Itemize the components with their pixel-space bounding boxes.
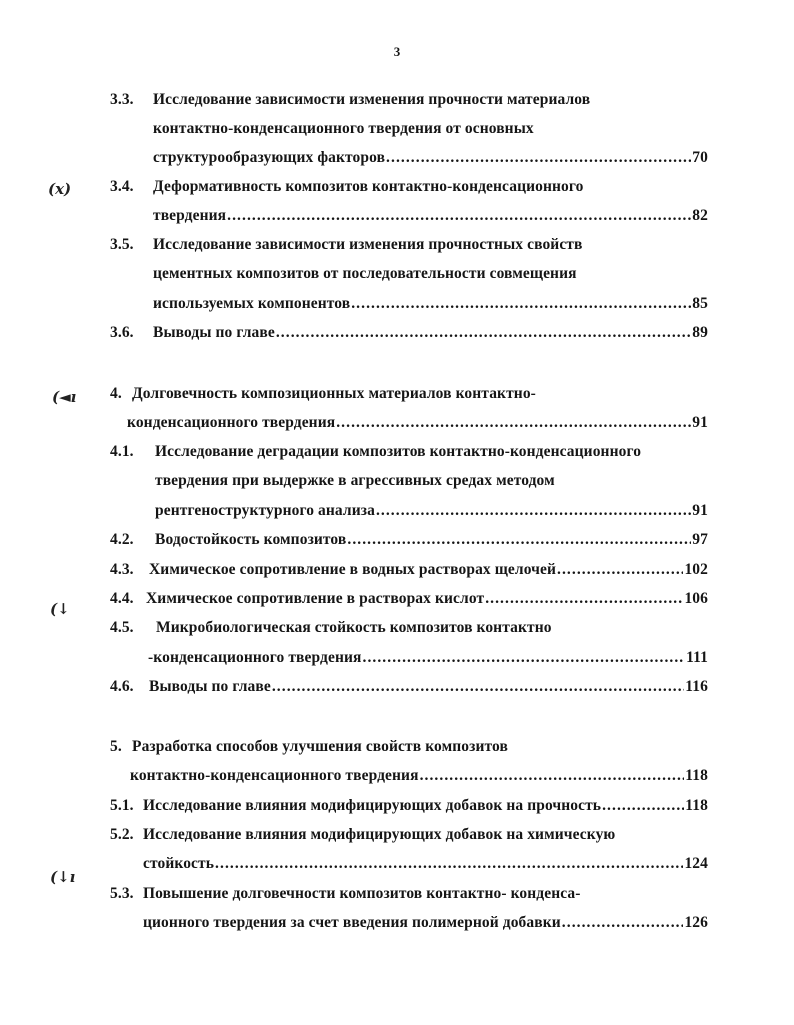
toc-title: Долговечность композиционных материалов контактно- bbox=[132, 385, 536, 402]
toc-dotted-line bbox=[148, 648, 708, 668]
dot-leader bbox=[336, 413, 691, 433]
toc-entry-3-3 bbox=[110, 90, 590, 110]
toc-title: Исследование зависимости изменения прочностных свойств bbox=[153, 236, 583, 253]
toc-dotted-line bbox=[143, 913, 708, 933]
dot-leader bbox=[272, 677, 684, 697]
dot-leader bbox=[602, 796, 684, 816]
toc-entry-3-6 bbox=[110, 323, 708, 343]
toc-number: 4.5. bbox=[110, 619, 134, 636]
toc-dotted-line bbox=[153, 206, 708, 226]
toc-number: 4.4. bbox=[110, 590, 134, 607]
toc-entry-5-1 bbox=[110, 796, 708, 816]
toc-number: 5. bbox=[110, 738, 122, 755]
toc-number: 3.5. bbox=[110, 236, 134, 253]
margin-mark: (◄ı bbox=[52, 388, 77, 406]
toc-title-continuation: конденсационного твердения bbox=[127, 414, 336, 431]
toc-page: 118 bbox=[685, 797, 708, 814]
dot-leader bbox=[562, 913, 684, 933]
toc-entry-5-3 bbox=[110, 884, 581, 904]
dot-leader bbox=[215, 854, 683, 874]
margin-mark: (↓ bbox=[50, 600, 70, 618]
toc-number: 3.4. bbox=[110, 178, 134, 195]
toc-title: Химическое сопротивление в водных растворах щелочей bbox=[149, 561, 557, 578]
toc-title: Деформативность композитов контактно-конденсационного bbox=[153, 178, 584, 195]
toc-title: Исследование влияния модифицирующих добавок на химическую bbox=[143, 826, 616, 843]
toc-page: 91 bbox=[692, 414, 708, 431]
toc-title-continuation: -конденсационного твердения bbox=[148, 649, 362, 666]
toc-page: 70 bbox=[692, 149, 708, 166]
toc-title-continuation: цементных композитов от последовательности совмещения bbox=[153, 265, 577, 282]
toc-entry-3-5 bbox=[110, 235, 583, 255]
toc-number: 4.1. bbox=[110, 443, 134, 460]
toc-title-continuation: рентгеноструктурного анализа bbox=[155, 502, 375, 519]
dot-leader bbox=[276, 323, 691, 343]
toc-chapter-5 bbox=[110, 737, 508, 757]
toc-entry-3-4 bbox=[110, 177, 584, 197]
toc-title-continuation: стойкость bbox=[143, 855, 215, 872]
toc-title: Исследование деградации композитов контактно-конденсационного bbox=[155, 443, 642, 460]
toc-chapter-4 bbox=[110, 384, 536, 404]
toc-page: 89 bbox=[692, 324, 708, 341]
toc-number: 5.1. bbox=[110, 797, 134, 814]
dot-leader bbox=[227, 206, 691, 226]
toc-number: 4. bbox=[110, 385, 122, 402]
toc-title-continuation: ционного твердения за счет введения полимерной добавки bbox=[143, 914, 561, 931]
toc-title: Исследование зависимости изменения прочности материалов bbox=[153, 91, 591, 108]
toc-entry-4-5 bbox=[110, 618, 552, 638]
toc-page: 116 bbox=[685, 678, 708, 695]
toc-title-continuation: структурообразующих факторов bbox=[153, 149, 386, 166]
dot-leader bbox=[351, 294, 691, 314]
toc-title: Выводы по главе bbox=[149, 678, 271, 695]
toc-number: 3.3. bbox=[110, 91, 134, 108]
toc-dotted-line bbox=[155, 501, 708, 521]
toc-title: Повышение долговечности композитов контактно- конденса- bbox=[143, 885, 581, 902]
toc-dotted-line bbox=[153, 294, 708, 314]
toc-entry-5-2 bbox=[110, 825, 615, 845]
toc-title: Микробиологическая стойкость композитов контактно bbox=[156, 619, 552, 636]
toc-title: Разработка способов улучшения свойств композитов bbox=[132, 738, 508, 755]
toc-title-continuation: контактно-конденсационного твердения bbox=[130, 767, 419, 784]
toc-dotted-line bbox=[127, 413, 708, 433]
dot-leader bbox=[363, 648, 686, 668]
toc-page: 82 bbox=[692, 207, 708, 224]
toc-title-continuation: твердения при выдержке в агрессивных средах методом bbox=[155, 472, 555, 489]
toc-title: Выводы по главе bbox=[153, 324, 275, 341]
toc-dotted-line bbox=[143, 854, 708, 874]
margin-mark: (↓ı bbox=[50, 868, 76, 886]
toc-dotted-line bbox=[153, 148, 708, 168]
dot-leader bbox=[347, 530, 691, 550]
toc-title: Водостойкость композитов bbox=[155, 531, 347, 548]
toc-page: 106 bbox=[684, 590, 708, 607]
toc-number: 5.2. bbox=[110, 826, 134, 843]
toc-number: 3.6. bbox=[110, 324, 134, 341]
toc-entry-4-1 bbox=[110, 442, 641, 462]
toc-page: 126 bbox=[684, 914, 708, 931]
toc-number: 4.3. bbox=[110, 561, 134, 578]
toc-dotted-line bbox=[130, 766, 708, 786]
toc-number: 4.6. bbox=[110, 678, 134, 695]
toc-entry-4-4 bbox=[110, 589, 708, 609]
toc-page: 85 bbox=[692, 295, 708, 312]
toc-entry-4-6 bbox=[110, 677, 708, 697]
toc-page: 102 bbox=[684, 561, 708, 578]
toc-page: 118 bbox=[685, 767, 708, 784]
dot-leader bbox=[386, 148, 691, 168]
dot-leader bbox=[485, 589, 683, 609]
toc-entry-4-2 bbox=[110, 530, 708, 550]
toc-page: 111 bbox=[686, 649, 708, 666]
margin-mark: (х) bbox=[48, 180, 72, 198]
toc-page: 91 bbox=[692, 502, 708, 519]
dot-leader bbox=[420, 766, 685, 786]
toc-page: 124 bbox=[684, 855, 708, 872]
toc-number: 5.3. bbox=[110, 885, 134, 902]
dot-leader bbox=[557, 560, 683, 580]
toc-title: Химическое сопротивление в растворах кислот bbox=[146, 590, 485, 607]
toc-number: 4.2. bbox=[110, 531, 134, 548]
toc-entry-4-3 bbox=[110, 560, 708, 580]
toc-page: 97 bbox=[692, 531, 708, 548]
toc-title: Исследование влияния модифицирующих добавок на прочность bbox=[143, 797, 602, 814]
toc-title-continuation: используемых компонентов bbox=[153, 295, 351, 312]
toc-title-continuation: твердения bbox=[153, 207, 227, 224]
page-number: 3 bbox=[393, 44, 401, 59]
toc-title-continuation: контактно-конденсационного твердения от основных bbox=[153, 120, 534, 137]
dot-leader bbox=[376, 501, 691, 521]
